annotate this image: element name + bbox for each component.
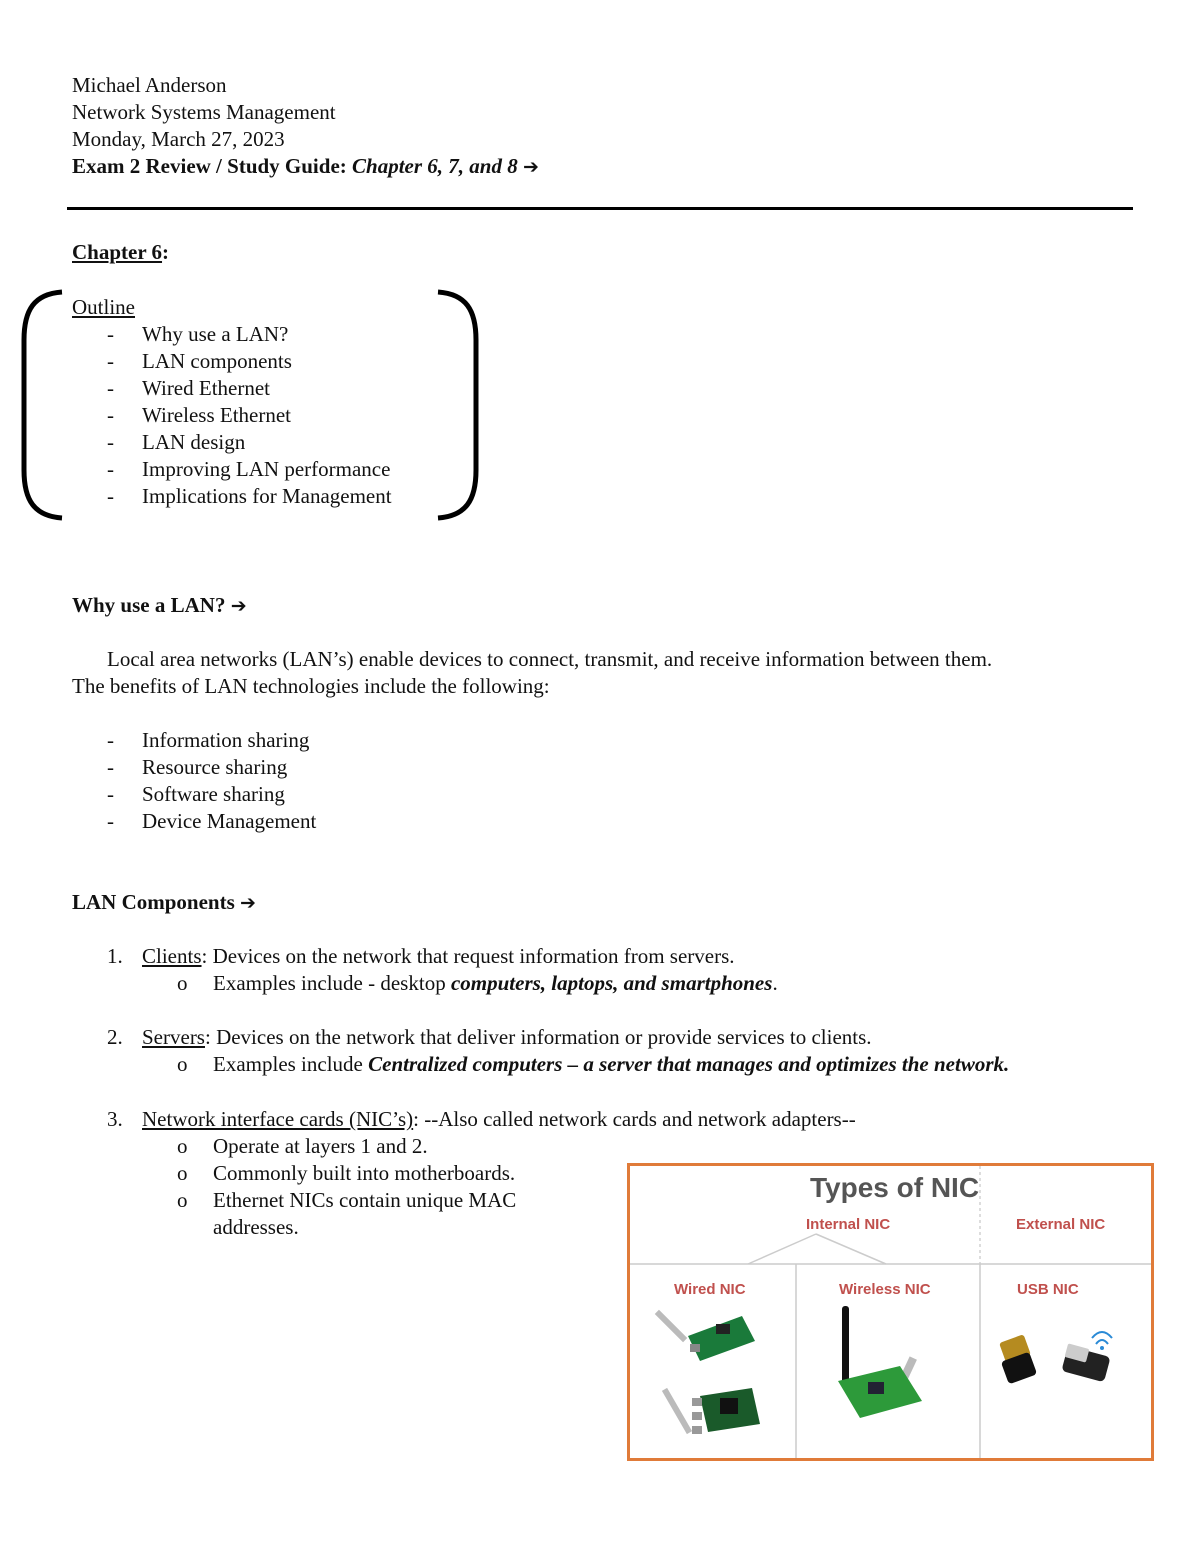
outline-item-text: Improving LAN performance [142, 457, 391, 481]
sub-emphasis: computers, laptops, and smartphones [450, 971, 773, 995]
lan-components-heading-text: LAN Components [72, 890, 235, 914]
nic-diagram-icon [630, 1166, 1151, 1458]
benefit-item [0, 781, 1200, 808]
usb-nic-label: USB NIC [1017, 1281, 1079, 1298]
benefit-item [0, 754, 1200, 781]
why-lan-heading [72, 592, 247, 620]
component-subitem-continued [0, 1214, 620, 1241]
dash-bullet: - [107, 457, 114, 481]
outline-item [0, 321, 1200, 348]
sub-end: . [772, 971, 778, 995]
dash-bullet: - [107, 376, 114, 400]
wired-nic-card-icon [655, 1310, 755, 1361]
benefit-text: Resource sharing [142, 755, 288, 779]
why-lan-paragraph-line1: Local area networks (LAN’s) enable devices to connect, transmit, and receive information between them. [107, 647, 993, 671]
outline-item [0, 429, 1200, 456]
arrow-right-icon: ➔ [230, 595, 247, 617]
nic-types-figure [627, 1163, 1154, 1461]
arrow-right-icon: ➔ [240, 892, 256, 914]
outline-item [0, 348, 1200, 375]
outline-item-text: Why use a LAN? [142, 322, 289, 346]
document-date: Monday, March 27, 2023 [72, 127, 285, 151]
dash-bullet: - [107, 484, 114, 508]
arrow-right-icon: ➔ [522, 156, 539, 178]
sub-plain: Examples include - desktop [213, 971, 451, 995]
dash-bullet: - [107, 809, 114, 833]
usb-nic-icon [1061, 1332, 1112, 1382]
why-lan-heading-text: Why use a LAN? [72, 593, 226, 617]
dash-bullet: - [107, 430, 114, 454]
item-number: 3. [107, 1107, 123, 1131]
wireless-nic-card-icon [838, 1306, 922, 1418]
component-subitem [0, 970, 1200, 997]
component-desc: : Devices on the network that request information from servers. [201, 944, 735, 968]
outline-item-text: Wireless Ethernet [142, 403, 292, 427]
component-desc: : Devices on the network that deliver information or provide services to clients. [204, 1025, 872, 1049]
benefit-item [0, 808, 1200, 835]
component-subitem [0, 1187, 620, 1214]
dash-bullet: - [107, 403, 114, 427]
component-item-nic [0, 1106, 1200, 1133]
item-number: 1. [107, 944, 123, 968]
circle-bullet-icon: o [177, 1161, 188, 1185]
outline-item [0, 375, 1200, 402]
title-chapters: Chapter 6, 7, and 8 [352, 154, 518, 178]
component-item-servers [0, 1024, 1200, 1051]
title-bold: Exam 2 Review / Study Guide: [72, 154, 347, 178]
circle-bullet-icon: o [177, 1188, 188, 1212]
circle-bullet-icon: o [177, 1134, 188, 1158]
outline-item-text: Wired Ethernet [142, 376, 271, 400]
dash-bullet: - [107, 782, 114, 806]
benefit-text: Software sharing [142, 782, 285, 806]
sub-text: Ethernet NICs contain unique MAC [213, 1188, 517, 1212]
sub-plain: Examples include [213, 1052, 369, 1076]
item-number: 2. [107, 1025, 123, 1049]
component-term: Clients [142, 944, 202, 968]
component-subitem [0, 1051, 1200, 1078]
outline-item [0, 483, 1200, 510]
why-lan-paragraph-line2: The benefits of LAN technologies include the following: [72, 674, 550, 698]
course-name: Network Systems Management [72, 100, 336, 124]
outline-item-text: LAN design [142, 430, 246, 454]
external-nic-label: External NIC [1016, 1216, 1106, 1233]
sub-text: Commonly built into motherboards. [213, 1161, 516, 1185]
dash-bullet: - [107, 728, 114, 752]
dash-bullet: - [107, 755, 114, 779]
dash-bullet: - [107, 349, 114, 373]
dash-bullet: - [107, 322, 114, 346]
outline-item-text: Implications for Management [142, 484, 392, 508]
internal-nic-label: Internal NIC [806, 1216, 891, 1233]
component-term: Servers [142, 1025, 205, 1049]
wired-nic-label: Wired NIC [674, 1281, 746, 1298]
sub-text: addresses. [213, 1215, 299, 1239]
benefit-item [0, 727, 1200, 754]
lan-components-heading [72, 889, 256, 917]
usb-nic-icon [999, 1334, 1037, 1384]
outline-item [0, 402, 1200, 429]
sub-text: Operate at layers 1 and 2. [213, 1134, 428, 1158]
outline-label: Outline [72, 295, 135, 319]
sub-emphasis: Centralized computers – a server that manages and optimizes the network. [368, 1052, 1010, 1076]
outline-item-text: LAN components [142, 349, 292, 373]
component-desc: : --Also called network cards and network adapters-- [413, 1107, 856, 1131]
circle-bullet-icon: o [177, 1052, 188, 1076]
wired-nic-card-icon [662, 1388, 760, 1434]
benefit-text: Device Management [142, 809, 317, 833]
chapter-heading-colon: : [162, 240, 170, 264]
author-name: Michael Anderson [72, 73, 227, 97]
benefit-text: Information sharing [142, 728, 310, 752]
component-item-clients [0, 943, 1200, 970]
circle-bullet-icon: o [177, 971, 188, 995]
component-term: Network interface cards (NIC’s) [142, 1107, 414, 1131]
outline-item [0, 456, 1200, 483]
chapter-heading-text: Chapter 6 [72, 240, 163, 264]
component-subitem [0, 1160, 620, 1187]
wireless-nic-label: Wireless NIC [839, 1281, 931, 1298]
component-subitem [0, 1133, 1200, 1160]
figure-title: Types of NIC [810, 1172, 980, 1203]
